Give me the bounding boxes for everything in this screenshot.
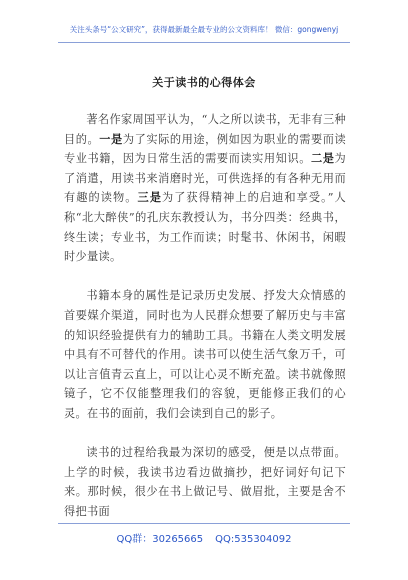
footer-qq: QQ:535304092 <box>215 534 292 545</box>
paragraph-1-text-3: 为了消遣，用读书来消磨时光，可供选择的有各种无用而有趣的读物。 <box>64 152 346 205</box>
paragraph-3: 读书的过程给我最为深切的感受，便是以点带面。上学的时候，我读书边看边做摘抄，把好词好句记下来。那时候，很少在书上做记号、做眉批，主要是舍不得把书面 <box>64 446 346 518</box>
keyword-second: 二是 <box>310 151 335 166</box>
paragraph-2: 书籍本身的属性是记录历史发展、抒发大众情感的首要媒介渠道，同时也为人民群众想要了解历史与丰富的知识经验提供有力的辅助工具。书籍在人类文明发展中具有不可替代的作用。读书可以使生活气象万千，可以让言值青云直上，可以让心灵不断充盈。读书就像照镜子，它不仅能整理我们的容貌，更能修正我们的心灵。在书的面前，我们会读到自己的影子。 <box>64 289 346 420</box>
footer-qq-group: QQ群：30265665 <box>116 534 204 545</box>
paragraph-1-text-4: 为了获得精神上的启迪和享受。”人称“北大醉侠”的孔庆东教授认为，书分四类：经典书，终生读；专业书，为工作而读；时髦书、休闲书，闲暇时少量读。 <box>64 191 346 264</box>
footer-divider <box>58 523 350 524</box>
header-banner: 关注头条号“公文研究”，获得最新最全最专业的公文资料库！ 微信：gongwenyj <box>69 25 339 34</box>
document-title: 关于读书的心得体会 <box>152 76 256 89</box>
footer-contact <box>0 530 408 545</box>
document-body <box>64 110 346 541</box>
paragraph-1-text-1: 著名作家周国平认为，“人之所以读书，无非有三种目的。 <box>64 113 346 146</box>
paragraph-1 <box>64 110 346 267</box>
header-divider <box>58 42 350 43</box>
paragraph-1-text-2: 为了实际的用途，例如因为职业的需要而读专业书籍，因为日常生活的需要而读实用知识。 <box>64 132 347 166</box>
keyword-first: 一是 <box>99 131 123 146</box>
keyword-third: 三是 <box>137 190 162 205</box>
